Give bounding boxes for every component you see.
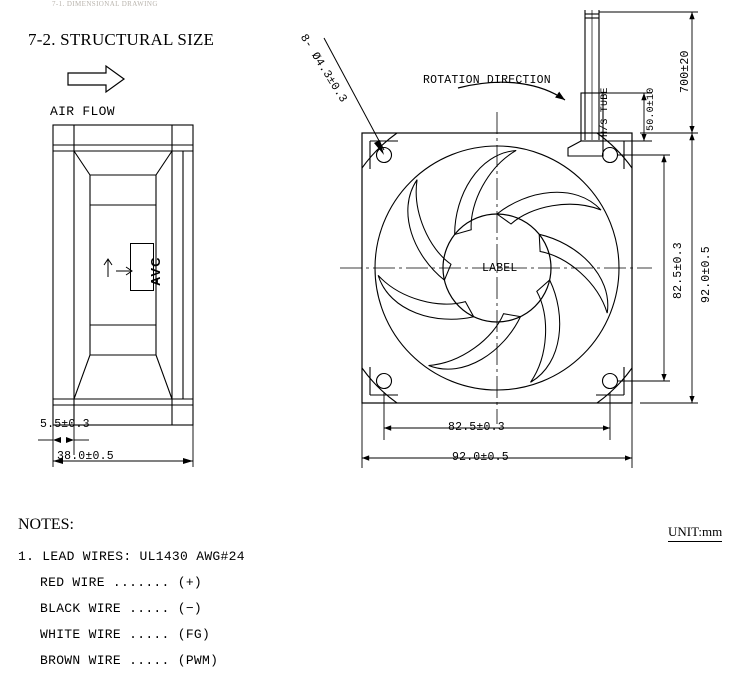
avc-logo-box bbox=[130, 243, 163, 291]
overall-depth-dimension: 38.0±0.5 bbox=[57, 450, 114, 463]
notes-heading: NOTES: bbox=[18, 516, 74, 533]
mounting-pitch-vertical-dimension: 82.5±0.3 bbox=[672, 242, 685, 299]
hs-tube-label: H/S TUBE bbox=[600, 87, 611, 137]
hs-tube-length-dimension: 50.0±10 bbox=[646, 87, 657, 131]
rotation-direction-label: ROTATION DIRECTION bbox=[423, 74, 551, 87]
hub-label: LABEL bbox=[482, 262, 518, 275]
notes-item-2: BLACK WIRE ..... (−) bbox=[40, 601, 203, 616]
avc-brand-label: AVC bbox=[148, 256, 163, 286]
page-title: 7-2. STRUCTURAL SIZE bbox=[28, 30, 215, 49]
lead-wire-length-dimension: 700±20 bbox=[679, 50, 692, 93]
notes-item-4: BROWN WIRE ..... (PWM) bbox=[40, 653, 219, 668]
overall-width-dimension: 92.0±0.5 bbox=[452, 451, 509, 464]
flange-thickness-dimension: 5.5±0.3 bbox=[40, 418, 90, 431]
mounting-hole-callout: 8- Ø4.3±0.3 bbox=[296, 32, 350, 106]
unit-note: UNIT:mm bbox=[668, 524, 722, 542]
mounting-pitch-horizontal-dimension: 82.5±0.3 bbox=[448, 421, 505, 434]
faint-header-text: 7-1. DIMENSIONAL DRAWING bbox=[52, 0, 158, 8]
notes-item-3: WHITE WIRE ..... (FG) bbox=[40, 627, 211, 642]
overall-height-dimension: 92.0±0.5 bbox=[700, 246, 713, 303]
air-flow-label: AIR FLOW bbox=[50, 104, 115, 119]
notes-item-1: RED WIRE ....... (+) bbox=[40, 575, 203, 590]
notes-item-0: 1. LEAD WIRES: UL1430 AWG#24 bbox=[18, 549, 245, 564]
